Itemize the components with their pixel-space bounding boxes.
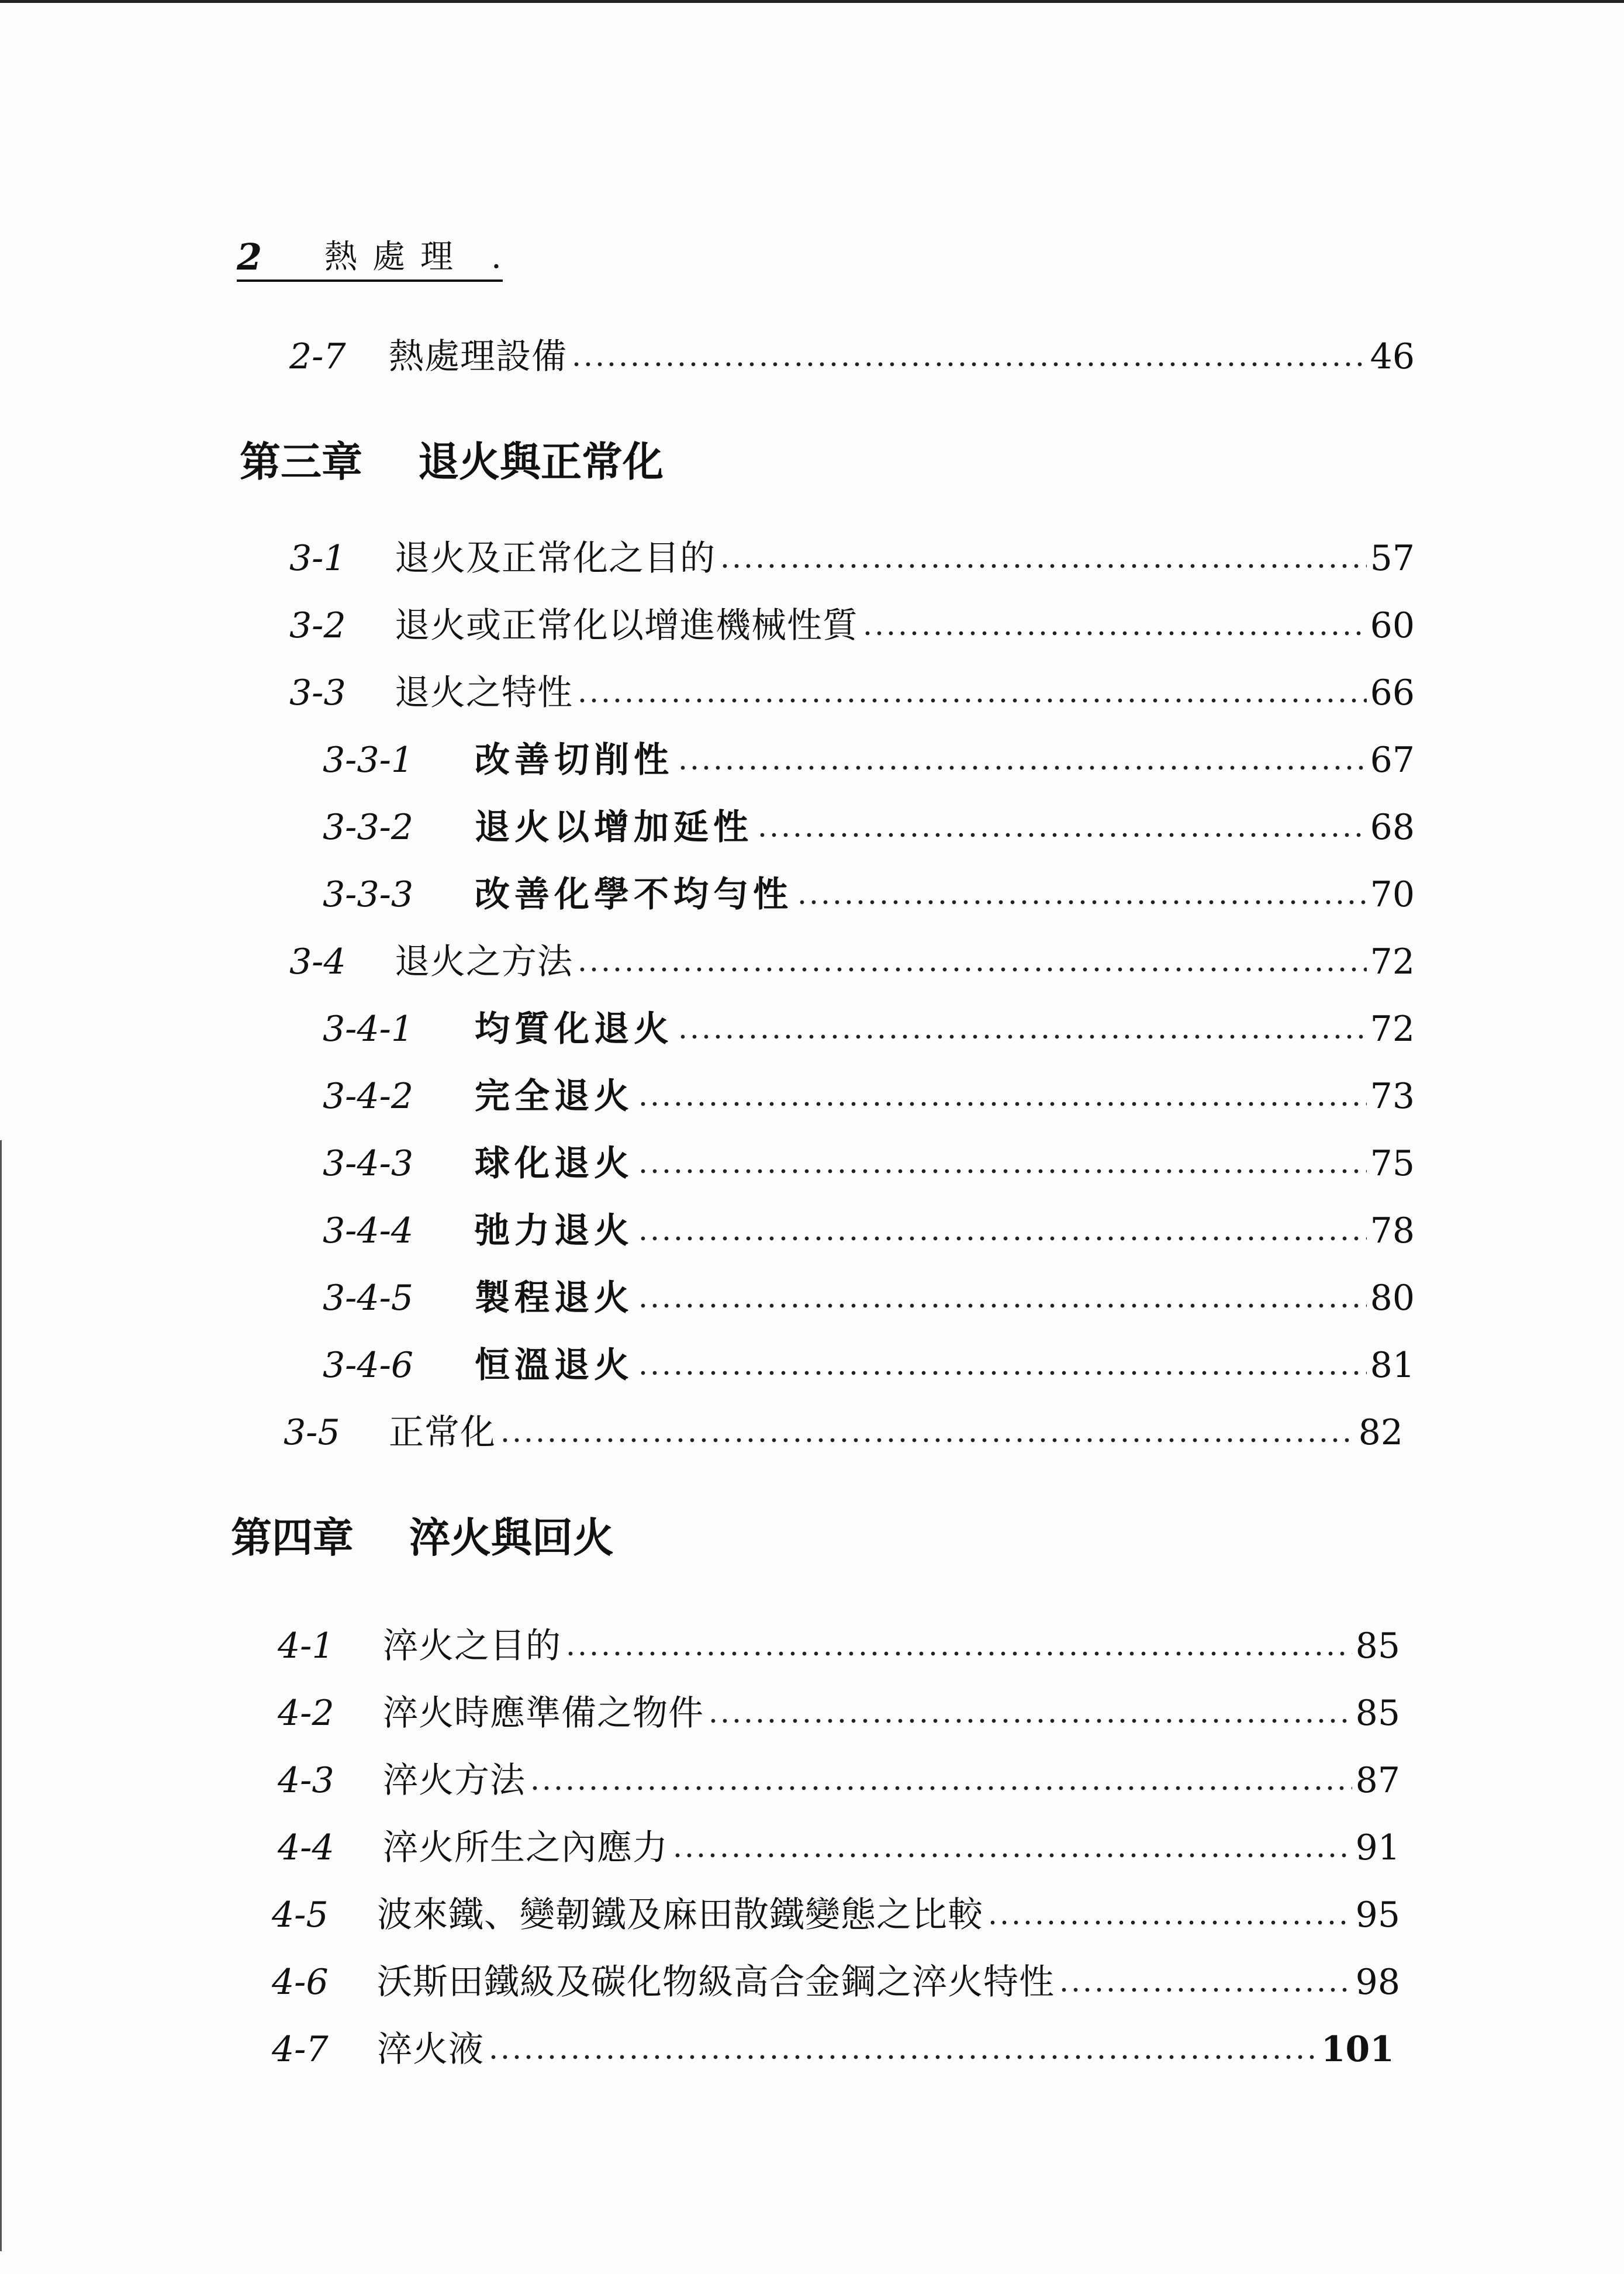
toc-entry-page: 46 <box>1370 336 1415 377</box>
toc-entry-page: 78 <box>1370 1210 1415 1251</box>
toc-entry-title: 退火之特性 <box>395 672 573 713</box>
toc-entry-title: 完全退火 <box>475 1076 634 1117</box>
toc-entry-number: 3-3 <box>289 672 346 713</box>
toc-entry-page: 98 <box>1355 1962 1400 2003</box>
toc-entry-title: 改善化學不均勻性 <box>475 874 793 915</box>
toc-entry-3-3-1 <box>323 734 1415 786</box>
toc-entry-title: 淬火所生之內應力 <box>383 1827 668 1868</box>
toc-entry-4-5 <box>272 1889 1400 1941</box>
chapter-title: 退火與正常化 <box>418 438 664 486</box>
toc-entry-number: 2-7 <box>289 336 346 377</box>
dot-leader <box>677 764 1367 771</box>
toc-entry-page: 57 <box>1370 538 1415 579</box>
toc-entry-2-7 <box>289 330 1415 383</box>
running-head <box>237 234 506 281</box>
toc-entry-title: 淬火之目的 <box>383 1626 561 1666</box>
toc-entry-page: 67 <box>1370 740 1415 781</box>
toc-entry-3-3 <box>289 667 1415 719</box>
toc-entry-page: 66 <box>1370 672 1415 713</box>
toc-entry-3-2 <box>289 599 1415 652</box>
toc-entry-4-2 <box>278 1687 1400 1740</box>
toc-entry-title: 沃斯田鐵級及碳化物級高合金鋼之淬火特性 <box>377 1962 1055 2003</box>
toc-entry-number: 3-4-5 <box>323 1278 414 1319</box>
toc-entry-number: 3-4-2 <box>323 1076 414 1117</box>
dot-leader <box>707 1717 1352 1724</box>
toc-entry-4-7 <box>272 2023 1394 2076</box>
toc-entry-number: 4-3 <box>278 1760 334 1801</box>
toc-entry-title: 恒溫退火 <box>475 1345 634 1386</box>
toc-entry-page: 68 <box>1370 807 1415 848</box>
toc-entry-title: 淬火液 <box>377 2029 484 2070</box>
toc-entry-title: 退火或正常化以增進機械性質 <box>395 605 858 646</box>
toc-entry-3-3-3 <box>323 868 1415 921</box>
toc-entry-page: 101 <box>1321 2029 1394 2070</box>
chapter-title: 淬火與回火 <box>409 1514 614 1562</box>
toc-entry-page: 70 <box>1370 874 1415 915</box>
toc-entry-3-4-5 <box>323 1272 1415 1324</box>
toc-entry-number: 3-4-1 <box>323 1009 414 1050</box>
chapter-3-heading <box>240 430 766 494</box>
top-border-line <box>0 0 1624 3</box>
toc-entry-title: 正常化 <box>389 1412 496 1453</box>
toc-entry-title: 波來鐵、變韌鐵及麻田散鐵變態之比較 <box>377 1895 983 1935</box>
running-head-dot: . <box>491 238 502 276</box>
dot-leader <box>677 1033 1367 1040</box>
toc-entry-4-1 <box>278 1620 1400 1672</box>
toc-entry-number: 4-4 <box>278 1827 334 1868</box>
toc-entry-page: 95 <box>1355 1895 1400 1935</box>
toc-entry-3-4-6 <box>323 1339 1415 1392</box>
toc-entry-page: 60 <box>1370 605 1415 646</box>
toc-entry-3-3-2 <box>323 801 1415 854</box>
dot-leader <box>637 1100 1367 1107</box>
dot-leader <box>796 899 1367 906</box>
toc-entry-number: 3-4 <box>289 941 346 982</box>
dot-leader <box>565 1650 1352 1657</box>
toc-entry-number: 4-7 <box>272 2029 329 2070</box>
toc-entry-page: 72 <box>1370 1009 1415 1050</box>
page-number: 2 <box>237 236 262 278</box>
toc-entry-title: 淬火方法 <box>383 1760 526 1801</box>
dot-leader <box>862 630 1367 637</box>
toc-entry-title: 製程退火 <box>475 1278 634 1319</box>
toc-entry-title: 退火及正常化之目的 <box>395 538 716 579</box>
toc-entry-page: 80 <box>1370 1278 1415 1319</box>
dot-leader <box>499 1437 1355 1444</box>
toc-entry-title: 淬火時應準備之物件 <box>383 1693 704 1734</box>
toc-entry-4-3 <box>278 1754 1400 1807</box>
toc-entry-title: 熱處理設備 <box>389 336 567 377</box>
toc-entry-title: 弛力退火 <box>475 1210 634 1251</box>
toc-entry-page: 91 <box>1355 1827 1400 1868</box>
dot-leader <box>637 1235 1367 1242</box>
toc-entry-number: 3-4-4 <box>323 1210 414 1251</box>
toc-entry-number: 3-3-1 <box>323 740 414 781</box>
toc-entry-title: 改善切削性 <box>475 740 673 781</box>
dot-leader <box>576 697 1367 704</box>
running-head-underline <box>237 279 503 282</box>
toc-entry-page: 73 <box>1370 1076 1415 1117</box>
dot-leader <box>987 1919 1352 1926</box>
dot-leader <box>756 831 1367 838</box>
toc-entry-page: 82 <box>1358 1412 1403 1453</box>
chapter-label: 第四章 <box>231 1514 354 1562</box>
toc-entry-number: 3-3-3 <box>323 874 414 915</box>
toc-entry-page: 85 <box>1355 1693 1400 1734</box>
toc-entry-number: 4-2 <box>278 1693 334 1734</box>
toc-entry-number: 3-3-2 <box>323 807 414 848</box>
toc-entry-number: 4-5 <box>272 1895 329 1935</box>
running-head-title: 熱處理 <box>324 238 468 276</box>
toc-entry-3-4-4 <box>323 1205 1415 1257</box>
dot-leader <box>1058 1986 1352 1993</box>
toc-entry-page: 85 <box>1355 1626 1400 1666</box>
dot-leader <box>637 1302 1367 1309</box>
dot-leader <box>719 563 1367 570</box>
toc-entry-title: 均質化退火 <box>475 1009 673 1050</box>
dot-leader <box>637 1369 1367 1376</box>
toc-entry-number: 3-4-6 <box>323 1345 414 1386</box>
toc-entry-4-4 <box>278 1821 1400 1874</box>
toc-entry-title: 球化退火 <box>475 1143 634 1184</box>
toc-entry-number: 3-5 <box>284 1412 340 1453</box>
chapter-label: 第三章 <box>240 438 362 486</box>
toc-entry-3-4-2 <box>323 1070 1415 1123</box>
toc-entry-title: 退火之方法 <box>395 941 573 982</box>
dot-leader <box>488 2054 1318 2061</box>
toc-entry-3-4-1 <box>323 1003 1415 1055</box>
toc-entry-page: 72 <box>1370 941 1415 982</box>
toc-entry-number: 3-4-3 <box>323 1143 414 1184</box>
dot-leader <box>529 1785 1352 1792</box>
toc-entry-3-4 <box>289 936 1415 988</box>
toc-entry-3-4-3 <box>323 1137 1415 1190</box>
toc-entry-3-1 <box>289 532 1415 585</box>
toc-entry-4-6 <box>272 1956 1400 2009</box>
left-page-edge <box>0 1140 2 2251</box>
dot-leader <box>672 1852 1352 1859</box>
toc-entry-page: 81 <box>1370 1345 1415 1386</box>
toc-entry-page: 87 <box>1355 1760 1400 1801</box>
dot-leader <box>637 1168 1367 1175</box>
toc-entry-number: 4-1 <box>278 1626 334 1666</box>
dot-leader <box>576 966 1367 973</box>
dot-leader <box>571 361 1367 368</box>
chapter-4-heading <box>231 1506 757 1570</box>
toc-entry-title: 退火以增加延性 <box>475 807 753 848</box>
toc-entry-3-5 <box>284 1406 1403 1459</box>
toc-entry-number: 3-2 <box>289 605 346 646</box>
toc-entry-page: 75 <box>1370 1143 1415 1184</box>
toc-entry-number: 4-6 <box>272 1962 329 2003</box>
toc-entry-number: 3-1 <box>289 538 346 579</box>
